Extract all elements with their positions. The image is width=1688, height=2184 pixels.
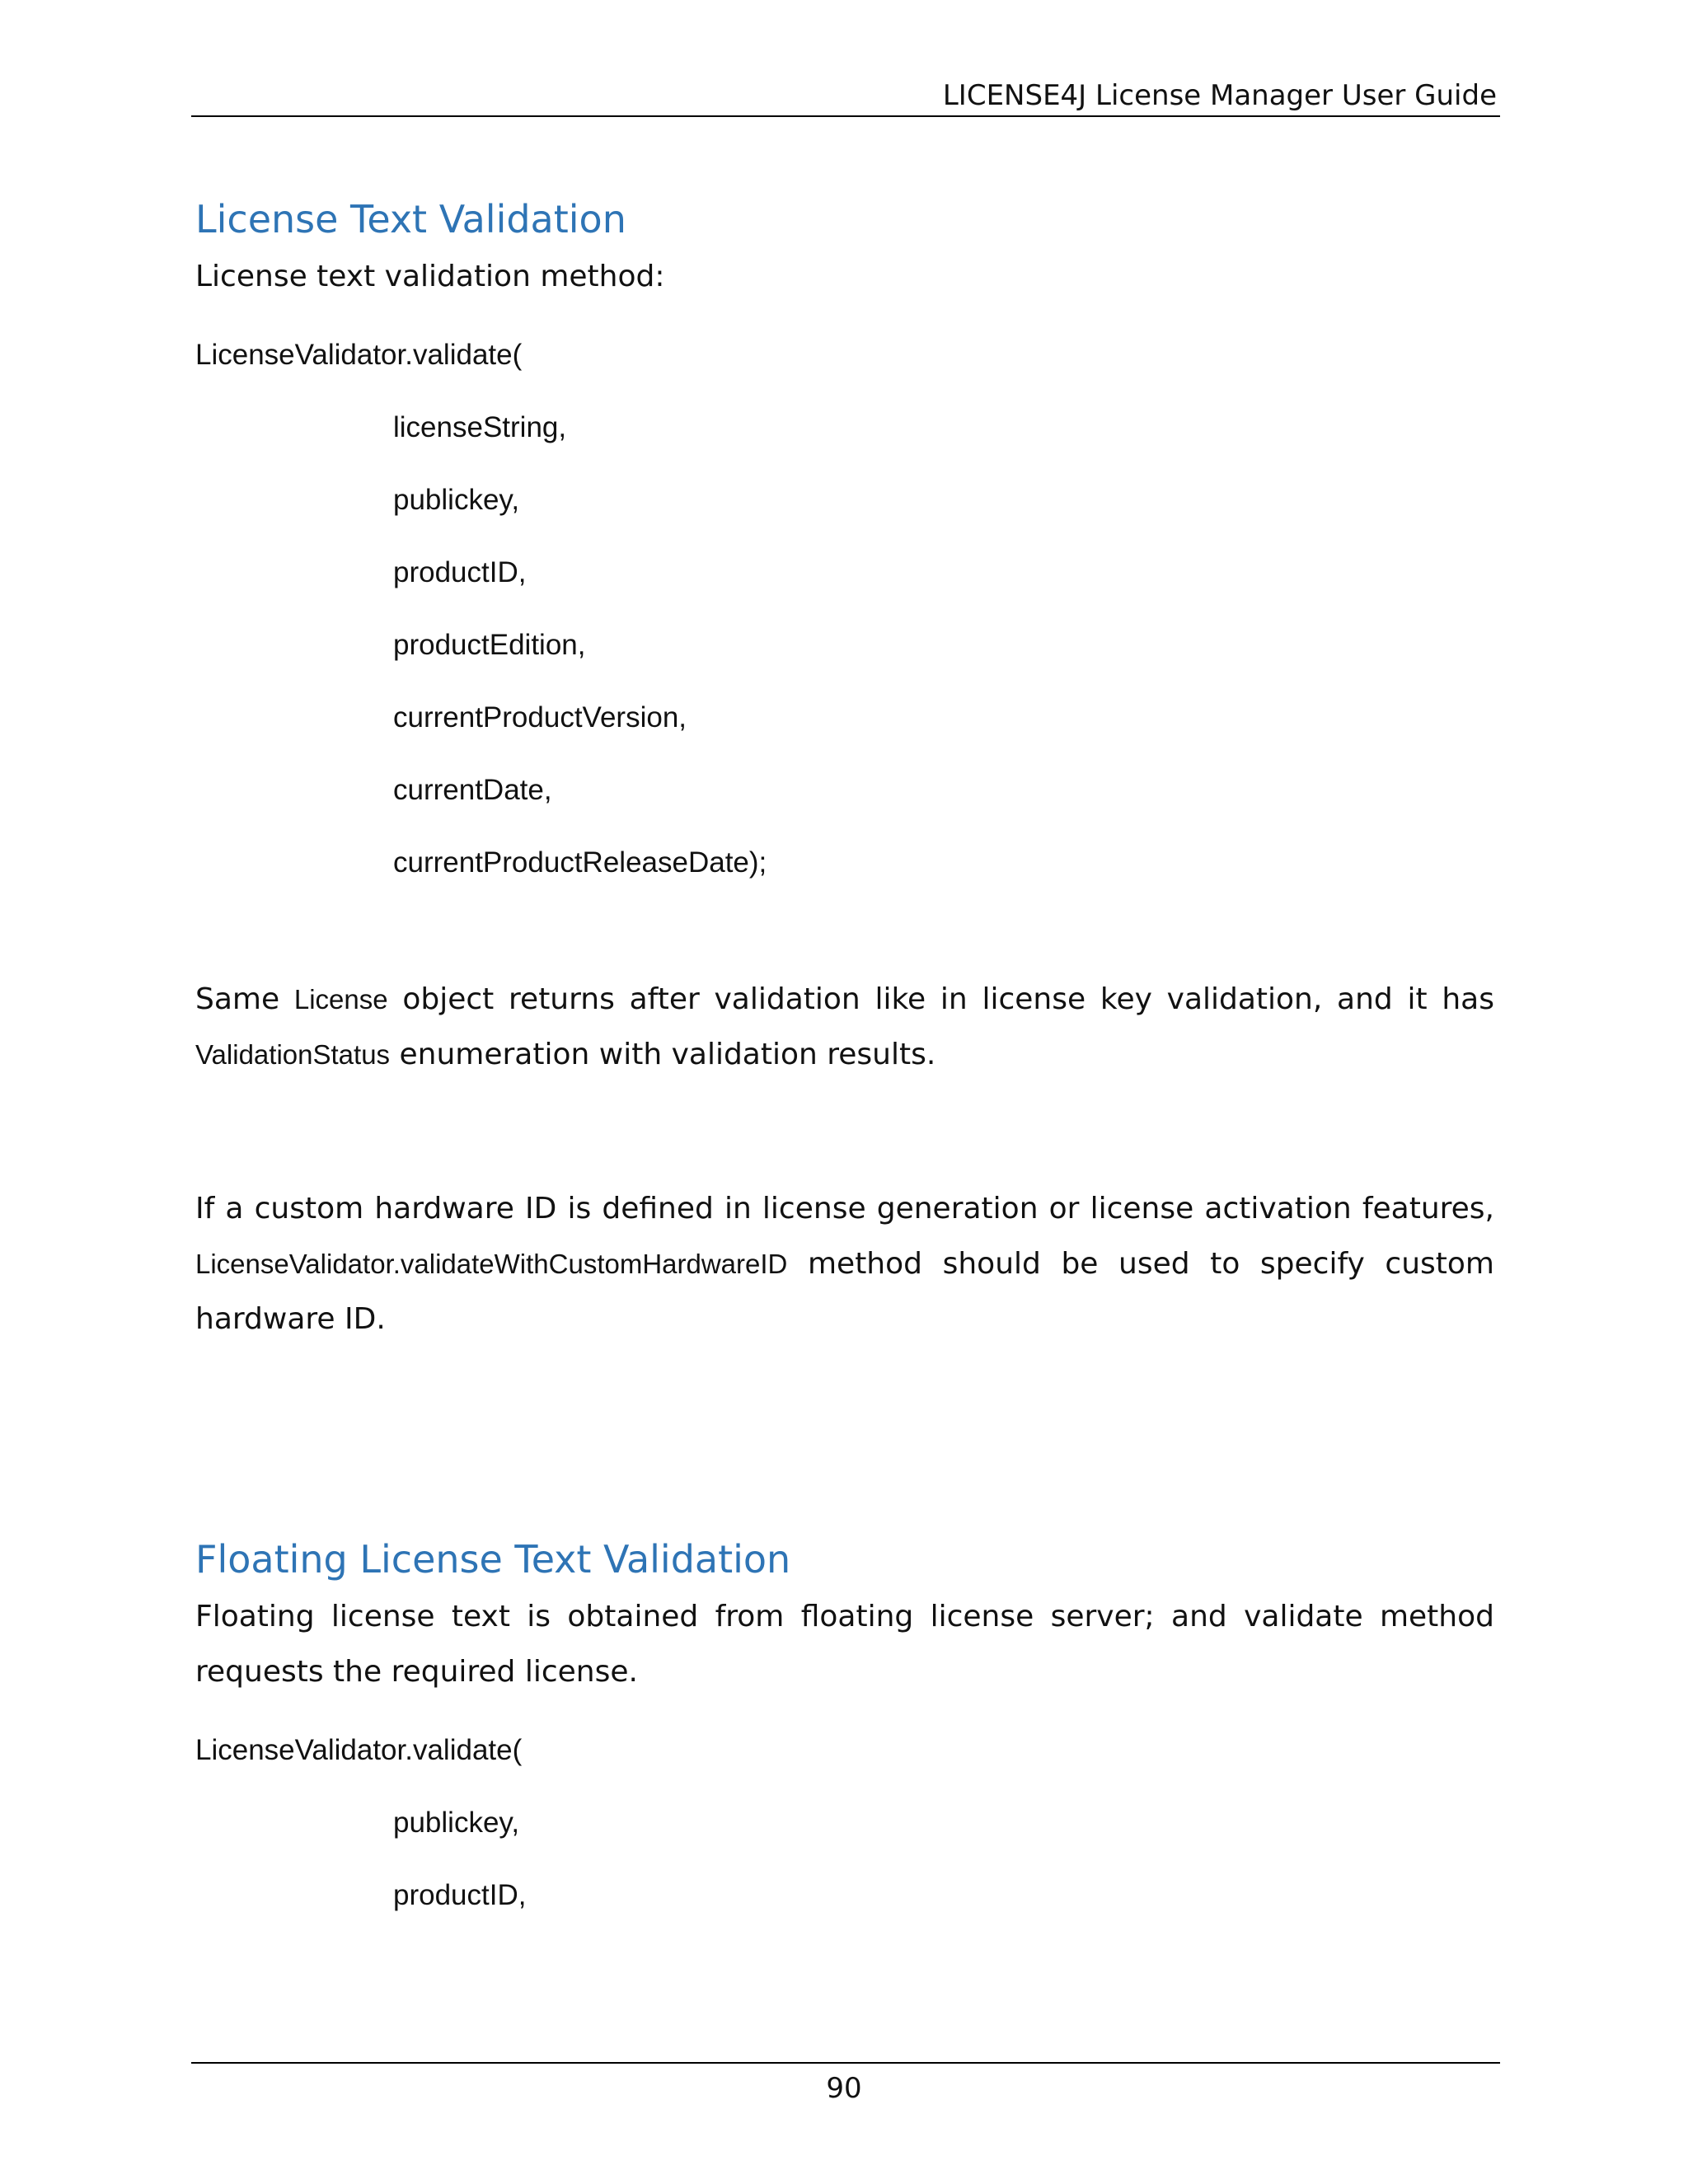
code-block (195, 1714, 1494, 1932)
code-param: currentDate, (393, 774, 552, 806)
code-param: productID, (393, 1879, 527, 1911)
spacer (195, 899, 1494, 972)
paragraph-return-object (195, 972, 1494, 1082)
code-param: productID, (393, 556, 527, 588)
code-param: currentProductReleaseDate); (393, 846, 767, 879)
section-intro: License text validation method: (195, 260, 665, 293)
section-intro: Floating license text is obtained from floating license server; and validate method requests the required license. (195, 1600, 1494, 1689)
paragraph-text: If a custom hardware ID is defined in license generation or license activation features, (195, 1192, 1494, 1226)
code-param: publickey, (393, 1807, 520, 1839)
code-method-call: LicenseValidator.validate( (195, 339, 523, 371)
page-content (195, 190, 1494, 1932)
floating-license-text-validation-section (195, 1530, 1494, 1932)
code-param: currentProductVersion, (393, 701, 687, 733)
code-param: publickey, (393, 484, 520, 516)
page-number: 90 (826, 2072, 862, 2105)
footer-divider (191, 2062, 1500, 2064)
license-text-validation-section (195, 190, 1494, 1347)
paragraph-text: Same (195, 982, 294, 1016)
spacer (195, 1082, 1494, 1181)
page-header (191, 79, 1500, 117)
code-param: productEdition, (393, 629, 586, 661)
code-param: licenseString, (393, 411, 567, 443)
code-block (195, 319, 1494, 899)
spacer (195, 1347, 1494, 1530)
section-heading: Floating License Text Validation (195, 1537, 791, 1582)
paragraph-custom-hardware-id (195, 1181, 1494, 1347)
section-heading: License Text Validation (195, 197, 626, 241)
inline-code-validate-custom-hwid: LicenseValidator.validateWithCustomHardwareID (195, 1249, 788, 1279)
inline-code-validation-status: ValidationStatus (195, 1039, 391, 1070)
paragraph-text: enumeration with validation results. (390, 1038, 936, 1071)
header-title: LICENSE4J License Manager User Guide (942, 79, 1497, 112)
inline-code-license: License (293, 984, 388, 1015)
code-method-call: LicenseValidator.validate( (195, 1734, 523, 1766)
paragraph-text: method should be used to specify custom hardware ID. (195, 1247, 1494, 1336)
paragraph-text: object returns after validation like in license key validation, and it has (387, 982, 1495, 1016)
